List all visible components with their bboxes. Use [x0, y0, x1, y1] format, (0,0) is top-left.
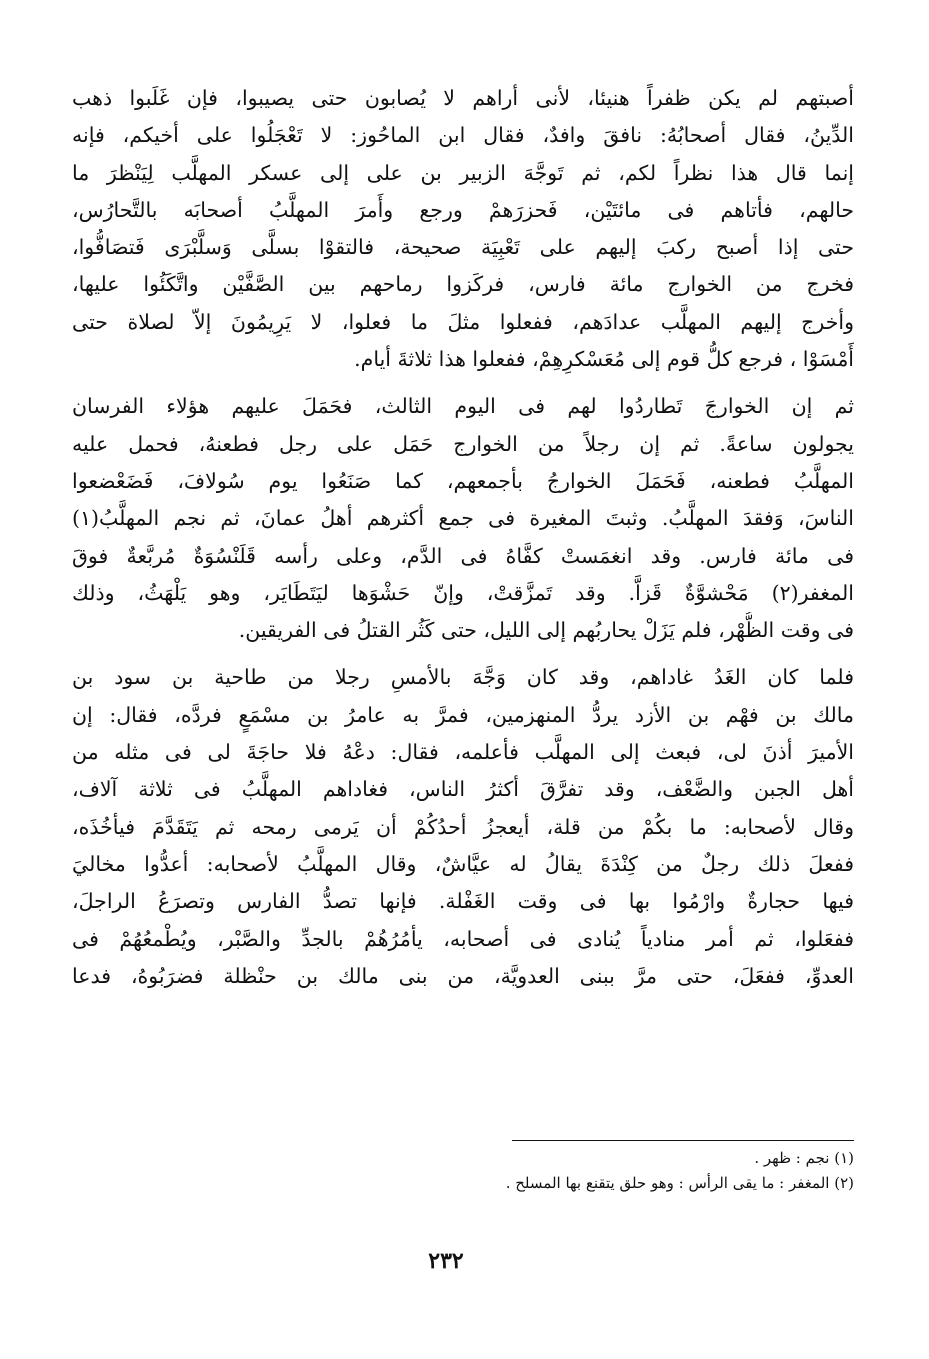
text-line: ففعلَ ذلك رجلٌ من كِنْدَةَ يقالُ له عيَّاشٌ، وقال المهلَّبُ لأصحابه: أعدُّوا مخاليَ — [72, 851, 854, 876]
main-text — [72, 80, 854, 995]
text-line: أصبتهم لم يكن ظفراً هنيئا، لأنى أراهم لا يُصابون حتى يصيبوا، فإن غَلَبوا ذهب — [72, 86, 854, 110]
text-line: حالهم، فأتاهم فى مائتَيْن، فَحزرَهمْ ورجع وأَمرَ المهلَّبُ أصحابَه بالتَّحارُس، — [72, 197, 854, 222]
text-line: فى مائة فارس. وقد انغمَستْ كفَّاهُ فى الدَّم، وعلى رأسه قَلَنْسُوَةٌ مُربَّعةٌ فوقَ — [72, 543, 854, 568]
footnotes — [360, 1146, 854, 1196]
text-line: حتى إذا أصبح ركبَ إليهم على تَعْبِيَة صحيحة، فالتقوْا بسلَّى وَسلَّبْرَى فَتصَافُّوا، — [72, 235, 854, 260]
footnote-divider — [512, 1140, 854, 1141]
text-line: المهلَّبُ فطعنه، فَحَمَلَ الخوارجُ بأجمعهم، كما صَنَعُوا يوم سُولافَ، فَضَعْضعوا — [72, 468, 854, 493]
text-line: الدِّينُ، فقال أصحابُهُ: نافقَ وافدٌ، فقال ابن الماحُوز: لا تَعْجَلُوا على أخيكم، فإنه — [72, 123, 854, 148]
text-line: أَمْسَوْا ، فرجع كلُّ قوم إلى مُعَسْكرِهِمْ، ففعلوا هذا ثلاثةَ أيام. — [354, 347, 854, 372]
paragraph-3 — [72, 659, 854, 995]
paragraph-spacer — [72, 649, 854, 659]
text-line: إنما قال هذا نظراً لكم، ثم تَوجَّهَ الزبير بن على إلى عسكر المهلَّب لِيَنْظرَ ما — [72, 160, 854, 185]
text-line: ثم إن الخوارجَ تَطاردُوا لهم فى اليوم الثالث، فحَمَلَ عليهم هؤلاء الفرسان — [72, 394, 854, 419]
text-line: العدوِّ، ففعَلَ، حتى مرَّ ببنى العدويَّة، من بنى مالك بن حنْظلة فضرَبُوهُ، فدعا — [72, 963, 854, 988]
text-line: أهل الجبن والضَّعْف، وقد تفرَّقَ أكثرُ الناس، فغاداهم المهلَّبُ فى ثلاثة آلاف، — [72, 777, 854, 802]
text-line: المغفر(٢) مَحْشوَّةٌ قَزاًّ. وقد تَمزَّقتْ، وإنّ حَشْوَها ليَتَطَايَر، وهو يَلْهَثُ، وذلك — [72, 580, 854, 605]
paragraph-2 — [72, 388, 854, 649]
text-line: فخرج من الخوارج مائة فارس، فركَزوا رماحهم بين الصَّفَّيْن واتَّكَئُوا عليها، — [72, 272, 854, 297]
footnote-2: (٢) المغفر : ما يقى الرأس : وهو حلق يتقنع بها المسلح . — [505, 1174, 854, 1192]
text-line: فى وقت الظُّهْر، فلم يَزَلْ يحاربُهم إلى الليل، حتى كَثُر القتلُ فى الفريقين. — [238, 618, 854, 643]
paragraph-1 — [72, 80, 854, 378]
text-line: الناسَ، وَفقدَ المهلَّبُ. وثبتَ المغيرة فى جمع أكثرهم أهلُ عمانَ، ثم نجم المهلَّبُ(١) — [72, 506, 854, 531]
text-line: فيها حجارةٌ وارْمُوا بها فى وقت الغَفْلة. فإنها تصدُّ الفارس وتصرَعُ الراجلَ، — [72, 889, 854, 914]
text-line: فلما كان الغَدُ غاداهم، وقد كان وَجَّهَ بالأمسِ رجلا من طاحية بن سود بن — [72, 665, 854, 690]
text-line: مالك بن فهْم بن الأزد يردُّ المنهزمين، فمرَّ به عامرُ بن مسْمَعٍ فردَّه، فقال: إن — [72, 702, 854, 727]
page-number: ٢٣٢ — [428, 1248, 464, 1274]
footnote-1: (١) نجم : ظهر . — [754, 1149, 854, 1167]
text-line: وأخرج إليهم المهلَّب عدادَهم، ففعلوا مثلَ ما فعلوا، لا يَرِيمُونَ إلاّ لصلاة حتى — [72, 309, 854, 334]
paragraph-spacer — [72, 378, 854, 388]
text-line: يجولون ساعةً. ثم إن رجلاً من الخوارج حَمَل على رجل فطعنهُ، فحمل عليه — [72, 431, 854, 456]
text-line: ففعَلوا، ثم أمر منادياً يُنادى فى أصحابه، يأمُرُهُمْ بالجدِّ والصَّبْر، ويُطْمعُهُمْ فى — [72, 926, 854, 951]
text-line: الأميرَ أذنَ لى، فبعث إلى المهلَّب فأعلمه، فقال: دعْهُ فلا حاجَةَ لى فى مثله من — [72, 740, 854, 765]
text-line: وقال لأصحابه: ما بكُمْ من قلة، أيعجزُ أحدُكُمْ أن يَرمى رمحه ثم يَتَقَدَّمَ فيأخُذَه، — [72, 814, 854, 839]
